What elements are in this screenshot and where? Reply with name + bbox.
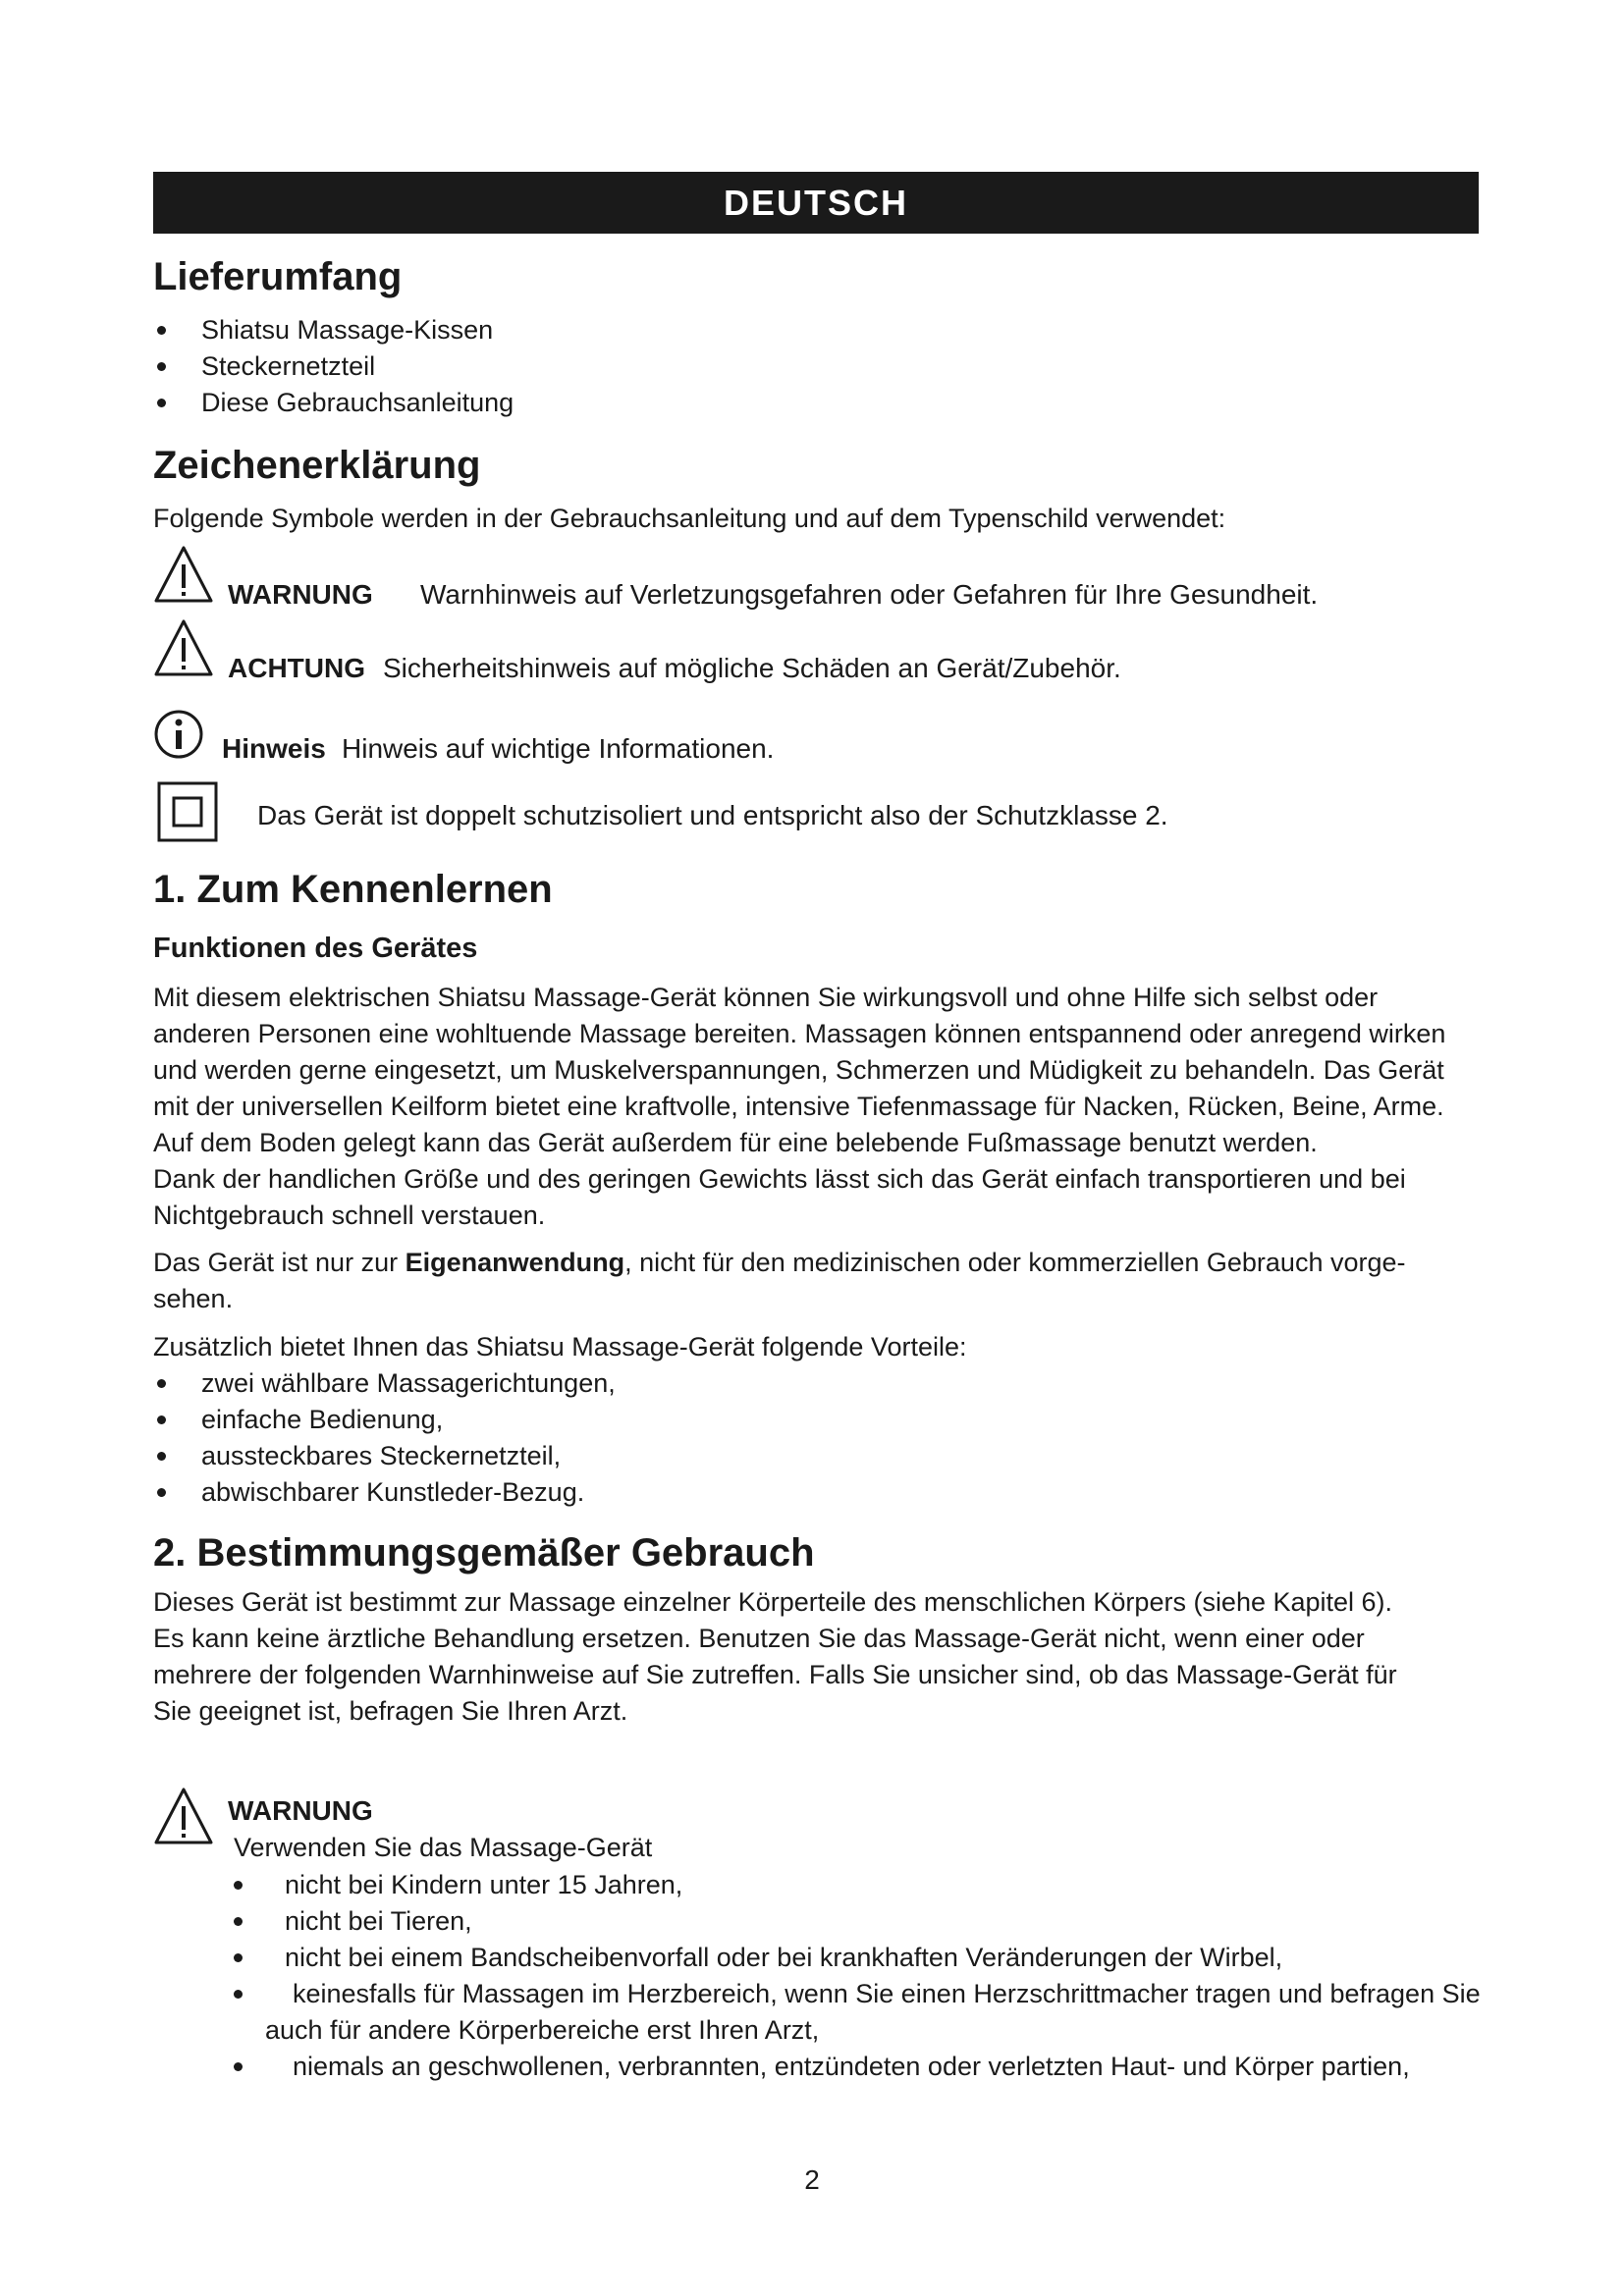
section1-subtitle: Funktionen des Gerätes: [153, 933, 478, 964]
paragraph-line: anderen Personen eine wohltuende Massage bereiten. Massagen können entspannend oder anregend wirken: [153, 1019, 1446, 1048]
paragraph-line: Sie geeignet ist, befragen Sie Ihren Arzt.: [153, 1696, 628, 1726]
paragraph-line: Auf dem Boden gelegt kann das Gerät außerdem für eine belebende Fußmassage benutzt werden.: [153, 1128, 1318, 1157]
warning-description: Warnhinweis auf Verletzungsgefahren oder Gefahren für Ihre Gesundheit.: [420, 579, 1319, 610]
paragraph-line: Es kann keine ärztliche Behandlung ersetzen. Benutzen Sie das Massage-Gerät nicht, wenn einer oder: [153, 1624, 1365, 1653]
warning-block-label: WARNUNG: [228, 1795, 373, 1826]
section1-paragraph2: [153, 1245, 1528, 1317]
symbol-class2-row: [153, 781, 1430, 840]
list-item: aussteckbares Steckernetzteil,: [153, 1438, 616, 1474]
info-circle-icon: [153, 709, 204, 760]
section1-title: 1. Zum Kennenlernen: [153, 868, 553, 911]
list-item: niemals an geschwollenen, verbrannten, entzündeten oder verletzten Haut- und Körper partien,: [236, 2049, 1512, 2085]
advantages-intro: Zusätzlich bietet Ihnen das Shiatsu Massage-Gerät folgende Vorteile:: [153, 1332, 967, 1362]
paragraph-line: und werden gerne eingesetzt, um Muskelverspannungen, Schmerzen und Müdigkeit zu behandeln. Das Gerät: [153, 1055, 1444, 1085]
delivery-list: [153, 312, 514, 421]
note-description: Hinweis auf wichtige Informationen.: [342, 733, 775, 764]
list-item: Steckernetzteil: [153, 348, 514, 385]
list-item: abwischbarer Kunstleder-Bezug.: [153, 1474, 616, 1511]
warning-list: [236, 1867, 1512, 2085]
symbol-caution-row: [153, 618, 1430, 683]
warning-triangle-icon: [153, 1787, 214, 1845]
list-item: einfache Bedienung,: [153, 1402, 616, 1438]
list-item: zwei wählbare Massagerichtungen,: [153, 1365, 616, 1402]
paragraph-line: mehrere der folgenden Warnhinweise auf Sie zutreffen. Falls Sie unsicher sind, ob das Massage-Gerät für: [153, 1660, 1397, 1689]
paragraph-line: mit der universellen Keilform bietet eine kraftvolle, intensive Tiefenmassage für Nacken, Rücken, Beine, Arme.: [153, 1092, 1444, 1121]
warning-block-intro: Verwenden Sie das Massage-Gerät: [234, 1833, 653, 1862]
warning-triangle-icon: [153, 545, 214, 604]
emphasis-own-use: Eigenanwendung: [405, 1248, 625, 1277]
section2-title: 2. Bestimmungsgemäßer Gebrauch: [153, 1531, 815, 1575]
section2-paragraph: [153, 1584, 1528, 1730]
list-item: Shiatsu Massage-Kissen: [153, 312, 514, 348]
advantages-list: [153, 1365, 616, 1511]
section1-paragraph1: [153, 980, 1528, 1234]
caution-description: Sicherheitshinweis auf mögliche Schäden an Gerät/Zubehör.: [383, 653, 1121, 683]
caution-label: ACHTUNG: [228, 653, 365, 683]
symbol-note-row: [153, 707, 1430, 766]
list-item: nicht bei Tieren,: [236, 1903, 1512, 1940]
language-header: DEUTSCH: [153, 172, 1479, 234]
paragraph-line: Nichtgebrauch schnell verstauen.: [153, 1201, 546, 1230]
paragraph-line: Mit diesem elektrischen Shiatsu Massage-Gerät können Sie wirkungsvoll und ohne Hilfe sich selbst oder: [153, 983, 1379, 1012]
double-insulation-icon: [157, 781, 218, 842]
note-label: Hinweis: [222, 733, 326, 764]
symbols-title: Zeichenerklärung: [153, 444, 481, 487]
warning-label: WARNUNG: [228, 579, 373, 610]
page-number: 2: [804, 2164, 820, 2195]
symbols-intro: Folgende Symbole werden in der Gebrauchsanleitung und auf dem Typenschild verwendet:: [153, 504, 1226, 533]
list-item: nicht bei Kindern unter 15 Jahren,: [236, 1867, 1512, 1903]
list-item: nicht bei einem Bandscheibenvorfall oder bei krankhaften Veränderungen der Wirbel,: [236, 1940, 1512, 1976]
list-item: keinesfalls für Massagen im Herzbereich, wenn Sie einen Herzschrittmacher tragen und befragen Sie auch für andere Körperbereiche erst Ihren Arzt,: [236, 1976, 1512, 2049]
paragraph-text: Das Gerät ist nur zur: [153, 1248, 406, 1277]
delivery-title: Lieferumfang: [153, 255, 403, 298]
paragraph-line: sehen.: [153, 1284, 234, 1313]
paragraph-line: Dieses Gerät ist bestimmt zur Massage einzelner Körperteile des menschlichen Körpers (siehe Kapitel 6).: [153, 1587, 1393, 1617]
paragraph-line: Dank der handlichen Größe und des geringen Gewichts lässt sich das Gerät einfach transportieren und bei: [153, 1164, 1406, 1194]
list-item: Diese Gebrauchsanleitung: [153, 385, 514, 421]
symbol-warning-row: [153, 545, 1430, 610]
class2-description: Das Gerät ist doppelt schutzisoliert und entspricht also der Schutzklasse 2.: [257, 800, 1168, 830]
paragraph-text: , nicht für den medizinischen oder kommerziellen Gebrauch vorge-: [624, 1248, 1406, 1277]
warning-triangle-icon: [153, 618, 214, 677]
